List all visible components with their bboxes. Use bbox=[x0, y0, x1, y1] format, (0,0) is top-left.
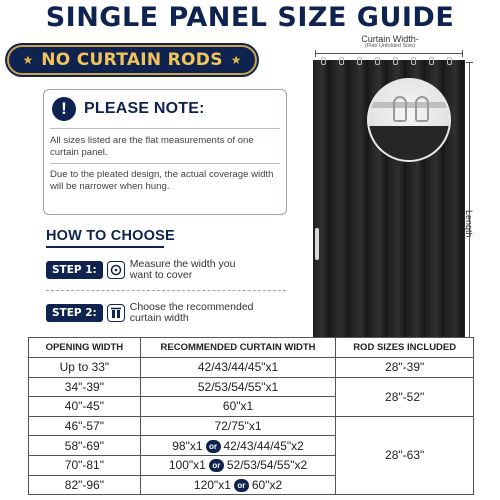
rod-cell: 28"-39" bbox=[336, 358, 474, 378]
note-divider bbox=[50, 128, 280, 129]
curtain-icon bbox=[107, 304, 125, 322]
star-icon: ★ bbox=[230, 53, 242, 67]
rec-option-b: 60"x2 bbox=[251, 477, 283, 492]
table-row bbox=[29, 358, 474, 378]
note-divider bbox=[50, 163, 280, 164]
step-1-text: Measure the width you want to cover bbox=[129, 258, 236, 281]
step-1 bbox=[46, 259, 260, 281]
page-title: SINGLE PANEL SIZE GUIDE bbox=[45, 2, 455, 33]
note-paragraph-2: Due to the pleated design, the actual coverage width will be narrower when hung. bbox=[50, 169, 274, 192]
header-rod-sizes: ROD SIZES INCLUDED bbox=[336, 338, 474, 358]
banner-text: NO CURTAIN RODS bbox=[41, 50, 223, 70]
exclamation-icon: ! bbox=[52, 97, 76, 121]
recommended-cell: 52/53/54/55"x1 bbox=[140, 377, 336, 397]
size-table bbox=[28, 337, 474, 495]
how-to-choose-heading: HOW TO CHOOSE bbox=[46, 228, 175, 244]
curtain-width-label: Curtain Width- bbox=[361, 34, 419, 44]
recommended-cell: 72/75"x1 bbox=[140, 416, 336, 436]
step-divider bbox=[46, 290, 286, 291]
recommended-cell bbox=[140, 436, 336, 456]
tape-measure-icon bbox=[107, 261, 125, 279]
star-icon: ★ bbox=[22, 53, 34, 67]
rec-option-b: 42/43/44/45"x2 bbox=[223, 438, 304, 453]
header-opening-width: OPENING WIDTH bbox=[29, 338, 141, 358]
recommended-cell bbox=[140, 455, 336, 475]
or-badge: or bbox=[209, 459, 224, 472]
opening-cell: 46"-57" bbox=[29, 416, 141, 436]
door-handle bbox=[315, 228, 319, 260]
opening-cell: 70"-81" bbox=[29, 455, 141, 475]
no-curtain-rods-banner bbox=[7, 45, 257, 75]
opening-cell: 58"-69" bbox=[29, 436, 141, 456]
recommended-cell: 42/43/44/45"x1 bbox=[140, 358, 336, 378]
width-dimension-line bbox=[315, 53, 463, 54]
recommended-cell: 60"x1 bbox=[140, 397, 336, 417]
rod-cell: 28"-63" bbox=[336, 416, 474, 494]
heading-underline bbox=[46, 246, 164, 248]
step-2-text: Choose the recommended curtain width bbox=[129, 301, 254, 324]
note-title: PLEASE NOTE: bbox=[84, 100, 205, 117]
step-2-badge: STEP 2: bbox=[46, 304, 103, 322]
rec-option-a: 100"x1 bbox=[168, 458, 206, 473]
table-row bbox=[29, 377, 474, 397]
opening-cell: 82"-96" bbox=[29, 475, 141, 495]
or-badge: or bbox=[206, 440, 221, 453]
recommended-cell bbox=[140, 475, 336, 495]
step-2 bbox=[46, 302, 260, 324]
note-header bbox=[52, 97, 205, 121]
opening-cell: Up to 33" bbox=[29, 358, 141, 378]
table-header-row bbox=[29, 338, 474, 358]
rec-option-b: 52/53/54/55"x2 bbox=[226, 458, 308, 473]
rec-option-a: 120"x1 bbox=[193, 477, 231, 492]
hook-closeup-image bbox=[367, 78, 451, 162]
note-paragraph-1: All sizes listed are the flat measurements of one curtain panel. bbox=[50, 135, 254, 158]
curtain-width-sublabel: (Flat/ Unfolded Size) bbox=[364, 43, 416, 49]
opening-cell: 40"-45" bbox=[29, 397, 141, 417]
header-recommended-width: RECOMMENDED CURTAIN WIDTH bbox=[140, 338, 336, 358]
rec-option-a: 98"x1 bbox=[172, 438, 203, 453]
table-row bbox=[29, 416, 474, 436]
opening-cell: 34"-39" bbox=[29, 377, 141, 397]
step-1-badge: STEP 1: bbox=[46, 261, 103, 279]
length-label: Length bbox=[464, 210, 474, 238]
rod-cell: 28"-52" bbox=[336, 377, 474, 416]
or-badge: or bbox=[234, 479, 249, 492]
note-box bbox=[43, 89, 287, 215]
